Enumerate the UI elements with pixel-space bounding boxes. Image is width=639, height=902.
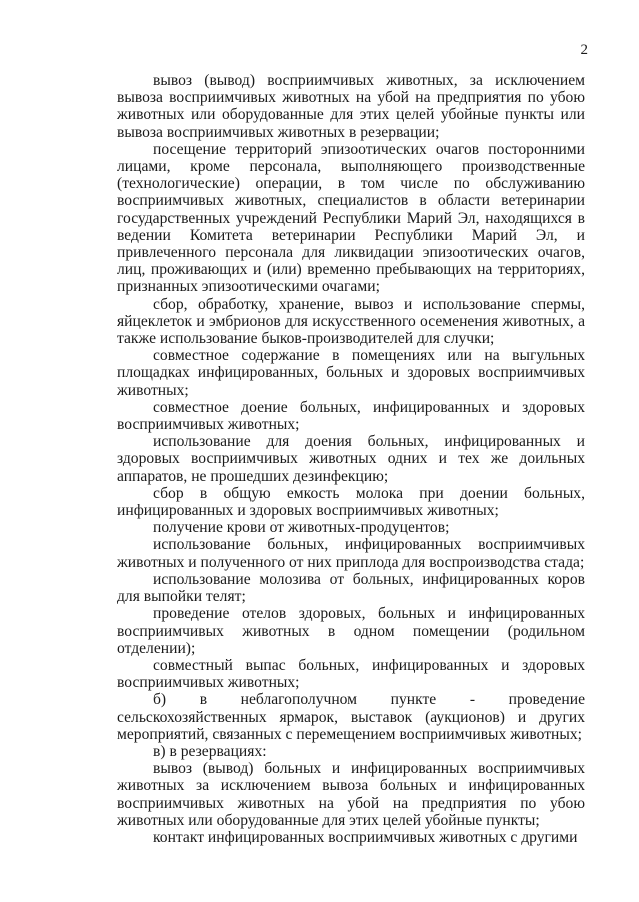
paragraph-reservations-heading: в) в резервациях: xyxy=(153,742,267,760)
paragraph-export-animals: вывоз (вывод) восприимчивых животных, за исключением вывоза восприимчивых животных на убой на предприятия по убою животных или оборудованные для этих целей убойные пункты или вывоза восприимчивых животных в резервации; xyxy=(117,72,585,141)
paragraph-sperm-embryos: сбор, обработку, хранение, вывоз и использование спермы, яйцеклеток и эмбрионов для искусственного осеменения животных, а также использование быков-производителей для случки; xyxy=(117,295,585,348)
paragraph-milk-collection: сбор в общую емкость молока при доении больных, инфицированных и здоровых восприимчивых животных; xyxy=(117,484,585,520)
paragraph-reservations-export: вывоз (вывод) больных и инфицированных восприимчивых животных за исключением вывоза больных и инфицированных восприимчивых животных на убой на предприятия по убою животных или оборудованные для этих целей убойные пункты; xyxy=(117,760,585,829)
paragraph-reproduction: использование больных, инфицированных восприимчивых животных и полученного от них приплода для воспроизводства стада; xyxy=(117,536,585,571)
paragraph-joint-housing: совместное содержание в помещениях или на выгульных площадках инфицированных, больных и здоровых восприимчивых животных; xyxy=(117,347,585,399)
page-number: 2 xyxy=(580,42,588,58)
paragraph-blood-collection: получение крови от животных-продуцентов; xyxy=(153,519,450,537)
document-body xyxy=(117,72,585,846)
paragraph-colostrum: использование молозива от больных, инфицированных коров для выпойки телят; xyxy=(117,570,585,606)
paragraph-calving: проведение отелов здоровых, больных и инфицированных восприимчивых животных в одном помещении (родильном отделении); xyxy=(117,605,585,657)
paragraph-joint-milking: совместное доение больных, инфицированных и здоровых восприимчивых животных; xyxy=(117,398,585,434)
paragraph-fairs-exhibitions: б) в неблагополучном пункте - проведение сельскохозяйственных ярмарок, выставок (аукционов) и других мероприятий, связанных с перемещением восприимчивых животных; xyxy=(117,691,585,743)
paragraph-milking-equipment: использование для доения больных, инфицированных и здоровых восприимчивых животных одних и тех же доильных аппаратов, не прошедших дезинфекцию; xyxy=(117,433,585,485)
paragraph-visiting-territories: посещение территорий эпизоотических очагов посторонними лицами, кроме персонала, выполняющего производственные (технологические) операции, в том числе по обслуживанию восприимчивых животных, специалистов в области ветеринарии государственных учреждений Республики Марий Эл, находящихся в ведении Комитета ветеринарии Республики Марий Эл, и привлеченного персонала для ликвидации эпизоотических очагов, лиц, проживающих и (или) временно пребывающих на территориях, признанных эпизоотическими очагами; xyxy=(117,140,585,296)
paragraph-contact-animals: контакт инфицированных восприимчивых животных с другими xyxy=(153,828,578,846)
paragraph-joint-grazing: совместный выпас больных, инфицированных и здоровых восприимчивых животных; xyxy=(117,656,585,692)
